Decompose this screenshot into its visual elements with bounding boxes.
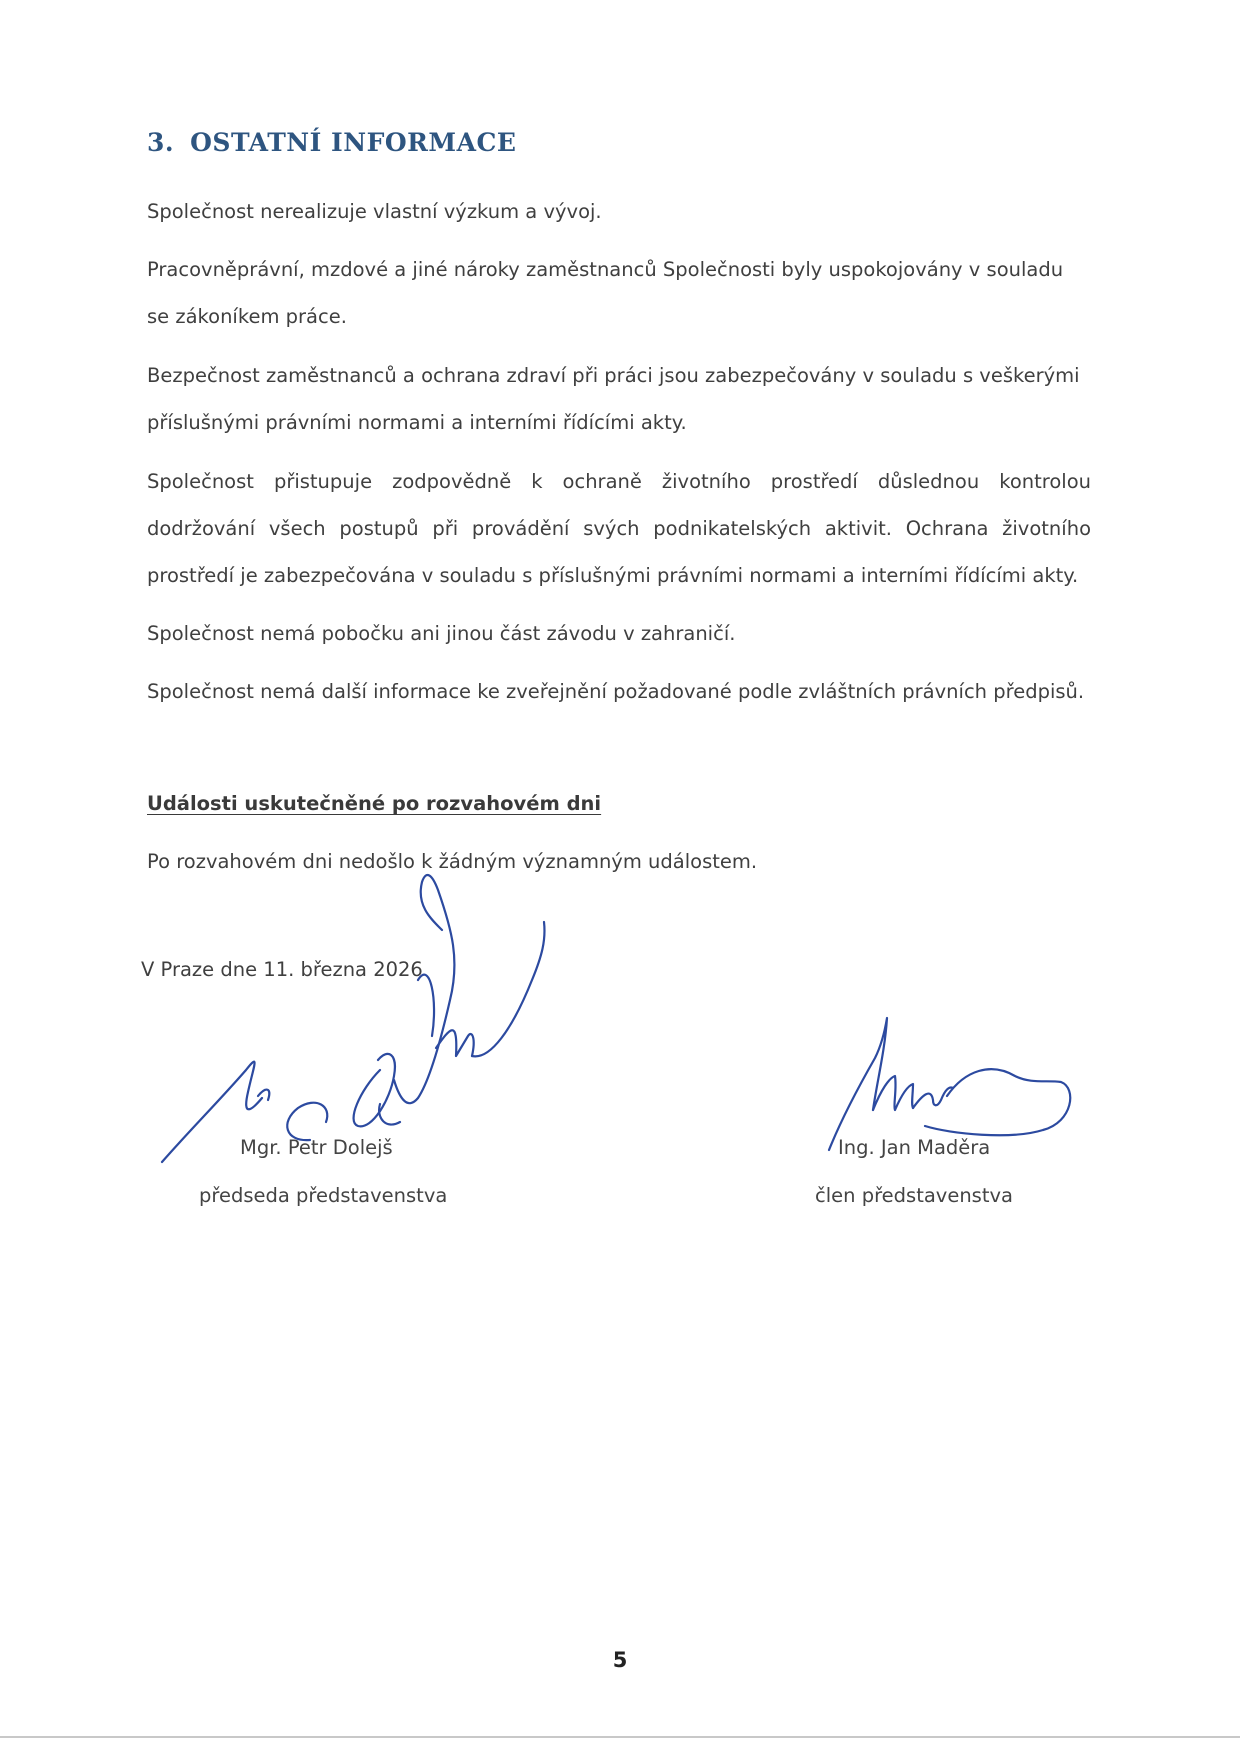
section-heading: [147, 128, 516, 157]
page-number: 5: [612, 1648, 628, 1672]
signature-1: [150, 860, 550, 1180]
paragraph-other-info: Společnost nemá další informace ke zveřejnění požadované podle zvláštních právních předpisů.: [147, 680, 1085, 703]
paragraph-research: Společnost nerealizuje vlastní výzkum a vývoj.: [147, 200, 602, 223]
section-title: OSTATNÍ INFORMACE: [190, 128, 517, 157]
section-number: 3.: [147, 128, 175, 157]
signatory-2-role: člen představenstva: [815, 1184, 1013, 1207]
paragraph-safety: Bezpečnost zaměstnanců a ochrana zdraví při práci jsou zabezpečovány v souladu s veškerými příslušnými právními normami a interními řídícími akty.: [147, 364, 1080, 434]
signatory-2-name: Ing. Jan Maděra: [838, 1136, 991, 1159]
signatory-1-role: předseda představenstva: [199, 1184, 448, 1207]
place-date: V Praze dne 11. března 2026: [141, 958, 423, 981]
bottom-rule: [0, 1736, 1240, 1738]
events-text: Po rozvahovém dni nedošlo k žádným významným událostem.: [147, 850, 758, 873]
paragraph-environment: Společnost přistupuje zodpovědně k ochraně životního prostředí důslednou kontrolou dodržování všech postupů při provádění svých podnikatelských aktivit. Ochrana životního prostředí je zabezpečována v souladu s příslušnými právními normami a interními řídícími akty.: [147, 470, 1091, 587]
paragraph-employee-claims: Pracovněprávní, mzdové a jiné nároky zaměstnanců Společnosti byly uspokojovány v souladu se zákoníkem práce.: [147, 258, 1064, 328]
events-heading: Události uskutečněné po rozvahovém dni: [147, 792, 602, 815]
signatory-1-name: Mgr. Petr Dolejš: [240, 1136, 393, 1159]
paragraph-branch: Společnost nemá pobočku ani jinou část závodu v zahraničí.: [147, 622, 736, 645]
